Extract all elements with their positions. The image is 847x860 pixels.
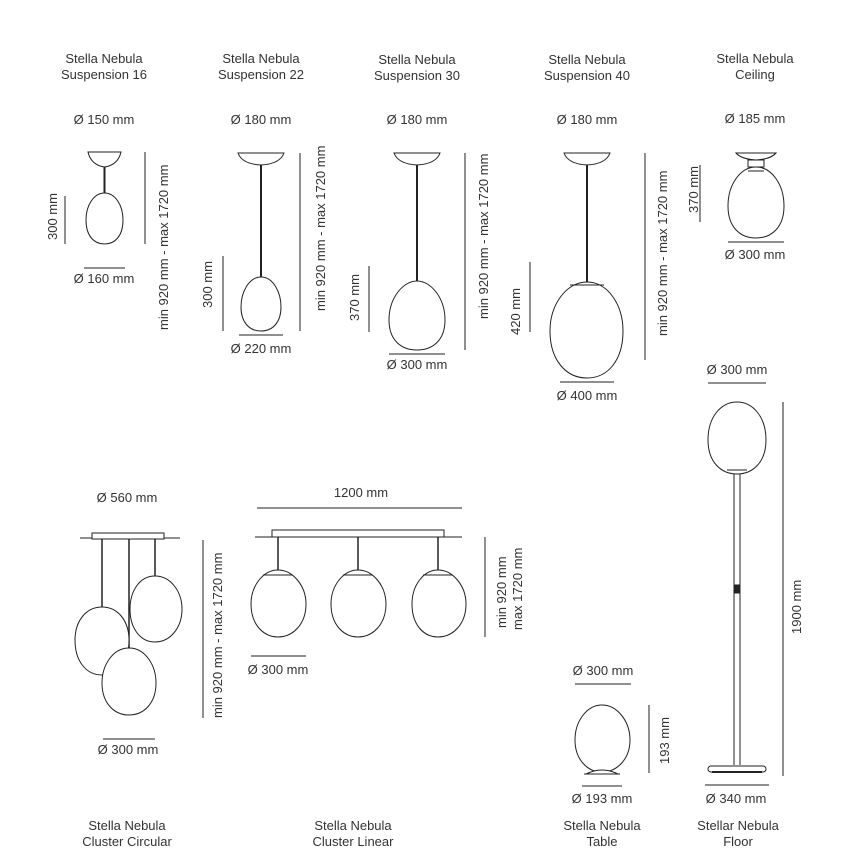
- drop-dimension: min 920 mm - max 1720 mm: [476, 153, 491, 319]
- floor-title: [668, 818, 808, 850]
- glass-diameter: Ø 300 mm: [572, 663, 634, 678]
- ceiling-title: [685, 51, 825, 83]
- canopy-diameter: Ø 180 mm: [386, 112, 448, 127]
- product-model: Cluster Circular: [82, 834, 172, 849]
- drop-dimension: min 920 mm - max 1720 mm: [655, 170, 670, 336]
- product-name: Stella Nebula: [314, 818, 392, 833]
- cluster-linear-title: [283, 818, 423, 850]
- product-model: Table: [586, 834, 618, 849]
- height-dimension: 300 mm: [45, 193, 60, 240]
- base-diameter: Ø 340 mm: [705, 791, 767, 806]
- drop-dimension: min 920 mm - max 1720 mm: [210, 552, 225, 718]
- height-dimension: 300 mm: [200, 261, 215, 308]
- cluster-linear-lamp: [251, 508, 485, 656]
- canopy-diameter: Ø 185 mm: [724, 111, 786, 126]
- drop-min-dimension: min 920 mm: [494, 556, 509, 628]
- cluster-width: Ø 560 mm: [96, 490, 158, 505]
- cluster-width: 1200 mm: [333, 485, 389, 500]
- product-name: Stella Nebula: [378, 52, 456, 67]
- canopy-diameter: Ø 180 mm: [230, 112, 292, 127]
- glass-diameter: Ø 300 mm: [706, 362, 768, 377]
- product-model: Floor: [723, 834, 753, 849]
- glass-diameter: Ø 220 mm: [230, 341, 292, 356]
- glass-diameter: Ø 300 mm: [97, 742, 159, 757]
- suspension-40-lamp: [530, 153, 645, 382]
- floor-lamp: [705, 383, 783, 785]
- suspension-30-title: [347, 52, 487, 84]
- drop-max-dimension: max 1720 mm: [510, 547, 525, 630]
- glass-diameter: Ø 300 mm: [386, 357, 448, 372]
- drop-dimension: min 920 mm - max 1720 mm: [156, 164, 171, 330]
- product-name: Stella Nebula: [65, 51, 143, 66]
- table-title: [532, 818, 672, 850]
- product-name: Stella Nebula: [88, 818, 166, 833]
- suspension-22-lamp: [223, 153, 300, 335]
- suspension-30-lamp: [369, 153, 465, 354]
- product-model: Ceiling: [735, 67, 775, 82]
- height-dimension: 370 mm: [347, 274, 362, 321]
- product-name: Stella Nebula: [716, 51, 794, 66]
- canopy-diameter: Ø 150 mm: [73, 112, 135, 127]
- glass-diameter: Ø 400 mm: [556, 388, 618, 403]
- product-model: Suspension 30: [373, 68, 460, 83]
- product-model: Suspension 22: [217, 67, 304, 82]
- suspension-22-title: [191, 51, 331, 83]
- suspension-16-lamp: [65, 152, 145, 268]
- cluster-circular-lamp: [75, 533, 203, 739]
- product-name: Stella Nebula: [563, 818, 641, 833]
- canopy-diameter: Ø 180 mm: [556, 112, 618, 127]
- table-lamp: [575, 684, 649, 786]
- suspension-16-title: [34, 51, 174, 83]
- suspension-40-title: [517, 52, 657, 84]
- product-model: Suspension 16: [60, 67, 147, 82]
- product-name: Stella Nebula: [222, 51, 300, 66]
- height-dimension: 1900 mm: [789, 579, 804, 634]
- drop-dimension: min 920 mm - max 1720 mm: [313, 145, 328, 311]
- glass-diameter: Ø 300 mm: [247, 662, 309, 677]
- product-model: Cluster Linear: [312, 834, 394, 849]
- glass-diameter: Ø 300 mm: [724, 247, 786, 262]
- ceiling-lamp: [700, 153, 784, 242]
- glass-diameter: Ø 160 mm: [73, 271, 135, 286]
- height-dimension: 193 mm: [657, 717, 672, 764]
- product-model: Suspension 40: [543, 68, 630, 83]
- cluster-circular-title: [57, 818, 197, 850]
- base-diameter: Ø 193 mm: [571, 791, 633, 806]
- height-dimension: 420 mm: [508, 288, 523, 335]
- height-dimension: 370 mm: [686, 166, 701, 213]
- product-name: Stellar Nebula: [697, 818, 779, 833]
- product-name: Stella Nebula: [548, 52, 626, 67]
